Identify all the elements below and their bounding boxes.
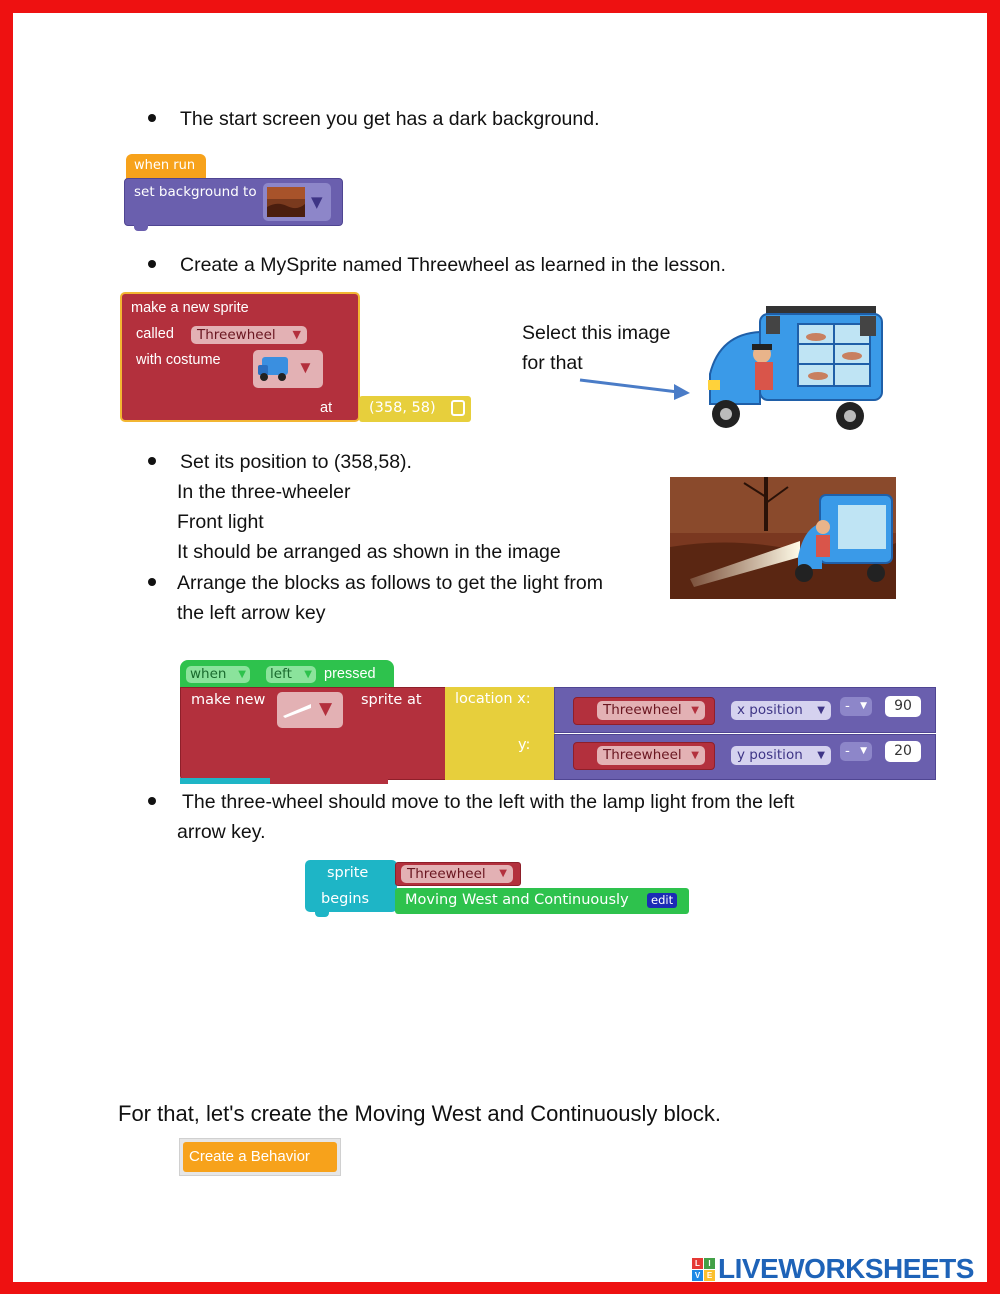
select-note-line2: for that	[522, 352, 583, 374]
bullet-text-line: In the three-wheeler	[177, 481, 351, 503]
y-position-dropdown[interactable]: y position ▼	[731, 746, 831, 765]
y-expression-block	[554, 734, 936, 780]
bullet-text: Create a MySprite named Threewheel as learned in the lesson.	[180, 254, 726, 276]
bullet-text-line: the left arrow key	[177, 602, 326, 624]
key-press-block	[180, 660, 938, 785]
arrow-icon	[578, 374, 698, 404]
create-behavior-label: Create a Behavior	[189, 1148, 310, 1165]
chevron-down-icon: ▼	[238, 669, 246, 680]
x-position-dropdown[interactable]: x position ▼	[731, 701, 831, 720]
key-dropdown[interactable]: left ▼	[266, 666, 316, 683]
bullet-text-line: It should be arranged as shown in the image	[177, 541, 561, 563]
chevron-down-icon: ▼	[691, 705, 699, 716]
bullet-text: The three-wheel should move to the left with the lamp light from the left	[182, 791, 795, 813]
set-background-label: set background to	[134, 184, 257, 200]
costume-label: with costume	[136, 352, 221, 368]
location-y-label: y:	[518, 737, 531, 753]
sprite-dropdown[interactable]: Threewheel ▼	[597, 701, 705, 720]
coordinate-block[interactable]	[359, 396, 471, 422]
liveworksheets-logo	[692, 1254, 988, 1284]
bullet-dot	[148, 457, 156, 465]
set-background-block	[124, 154, 344, 234]
make-sprite-title: make a new sprite	[131, 300, 249, 316]
bullet-dot	[148, 114, 156, 122]
chevron-down-icon: ▼	[319, 699, 333, 719]
chevron-down-icon: ▼	[817, 705, 825, 716]
when-dropdown[interactable]: when ▼	[186, 666, 250, 683]
bullet-text-line: arrow key.	[177, 821, 266, 843]
bullet-text: Set its position to (358,58).	[180, 451, 412, 473]
sprite-begins-block	[305, 860, 691, 918]
costume-dropdown[interactable]	[253, 350, 323, 388]
instruction-text: For that, let's create the Moving West and Continuously block.	[118, 1101, 721, 1126]
make-new-label: make new	[191, 692, 266, 708]
pin-icon	[451, 400, 465, 416]
x-offset-field[interactable]: 90	[885, 696, 921, 717]
bullet-text-line: Front light	[177, 511, 264, 533]
background-thumbnail-icon	[267, 187, 305, 217]
light-costume-dropdown[interactable]	[277, 692, 343, 728]
make-sprite-block	[120, 292, 472, 428]
threewheel-thumbnail-icon	[256, 355, 290, 383]
logo-square-i: I	[704, 1258, 715, 1269]
logo-square-e: E	[704, 1270, 715, 1281]
chevron-down-icon: ▼	[691, 750, 699, 761]
bullet-text: The start screen you get has a dark background.	[180, 108, 600, 130]
select-note-line1: Select this image	[522, 322, 671, 344]
bullet-text: Arrange the blocks as follows to get the light from	[177, 572, 603, 594]
chevron-down-icon: ▼	[311, 193, 323, 211]
operator-dropdown[interactable]: - ▼	[840, 697, 872, 716]
pressed-label: pressed	[324, 666, 376, 682]
sprite-name-dropdown[interactable]: Threewheel ▼	[191, 326, 307, 344]
called-label: called	[136, 326, 174, 342]
logo-square-v: V	[692, 1270, 703, 1281]
chevron-down-icon: ▼	[860, 701, 867, 711]
logo-text: LIVEWORKSHEETS	[718, 1253, 974, 1284]
threewheel-image	[700, 304, 890, 434]
begins-label: begins	[321, 891, 370, 907]
create-behavior-button[interactable]	[179, 1138, 341, 1176]
background-dropdown[interactable]	[263, 183, 331, 221]
when-run-label: when run	[134, 158, 196, 173]
sprite-label: sprite	[327, 865, 369, 881]
logo-square-l: L	[692, 1258, 703, 1269]
chevron-down-icon: ▼	[304, 669, 312, 680]
logo-squares	[692, 1258, 716, 1282]
make-new-sprite-body	[180, 687, 446, 780]
edit-button[interactable]: edit	[647, 893, 677, 908]
light-beam-icon	[283, 702, 313, 718]
behavior-block[interactable]	[395, 888, 689, 914]
bullet-dot	[148, 578, 156, 586]
chevron-down-icon: ▼	[292, 328, 301, 341]
operator-dropdown[interactable]: - ▼	[840, 742, 872, 761]
chevron-down-icon: ▼	[499, 868, 507, 879]
chevron-down-icon: ▼	[297, 358, 314, 377]
chevron-down-icon: ▼	[817, 750, 825, 761]
location-block	[445, 687, 555, 780]
x-expression-block	[554, 687, 936, 733]
coordinate-value: (358, 58)	[369, 400, 436, 416]
set-background-body	[124, 178, 343, 226]
bullet-dot	[148, 260, 156, 268]
location-x-label: location x:	[455, 691, 531, 707]
behavior-label: Moving West and Continuously	[405, 892, 629, 908]
chevron-down-icon: ▼	[860, 746, 867, 756]
sprite-at-label: sprite at	[361, 692, 422, 708]
night-scene-image	[670, 477, 896, 599]
when-run-hat	[126, 154, 206, 180]
y-offset-field[interactable]: 20	[885, 741, 921, 762]
at-label: at	[320, 400, 333, 416]
bullet-dot	[148, 797, 156, 805]
sprite-dropdown[interactable]: Threewheel ▼	[597, 746, 705, 765]
sprite-dropdown[interactable]: Threewheel ▼	[401, 865, 513, 883]
